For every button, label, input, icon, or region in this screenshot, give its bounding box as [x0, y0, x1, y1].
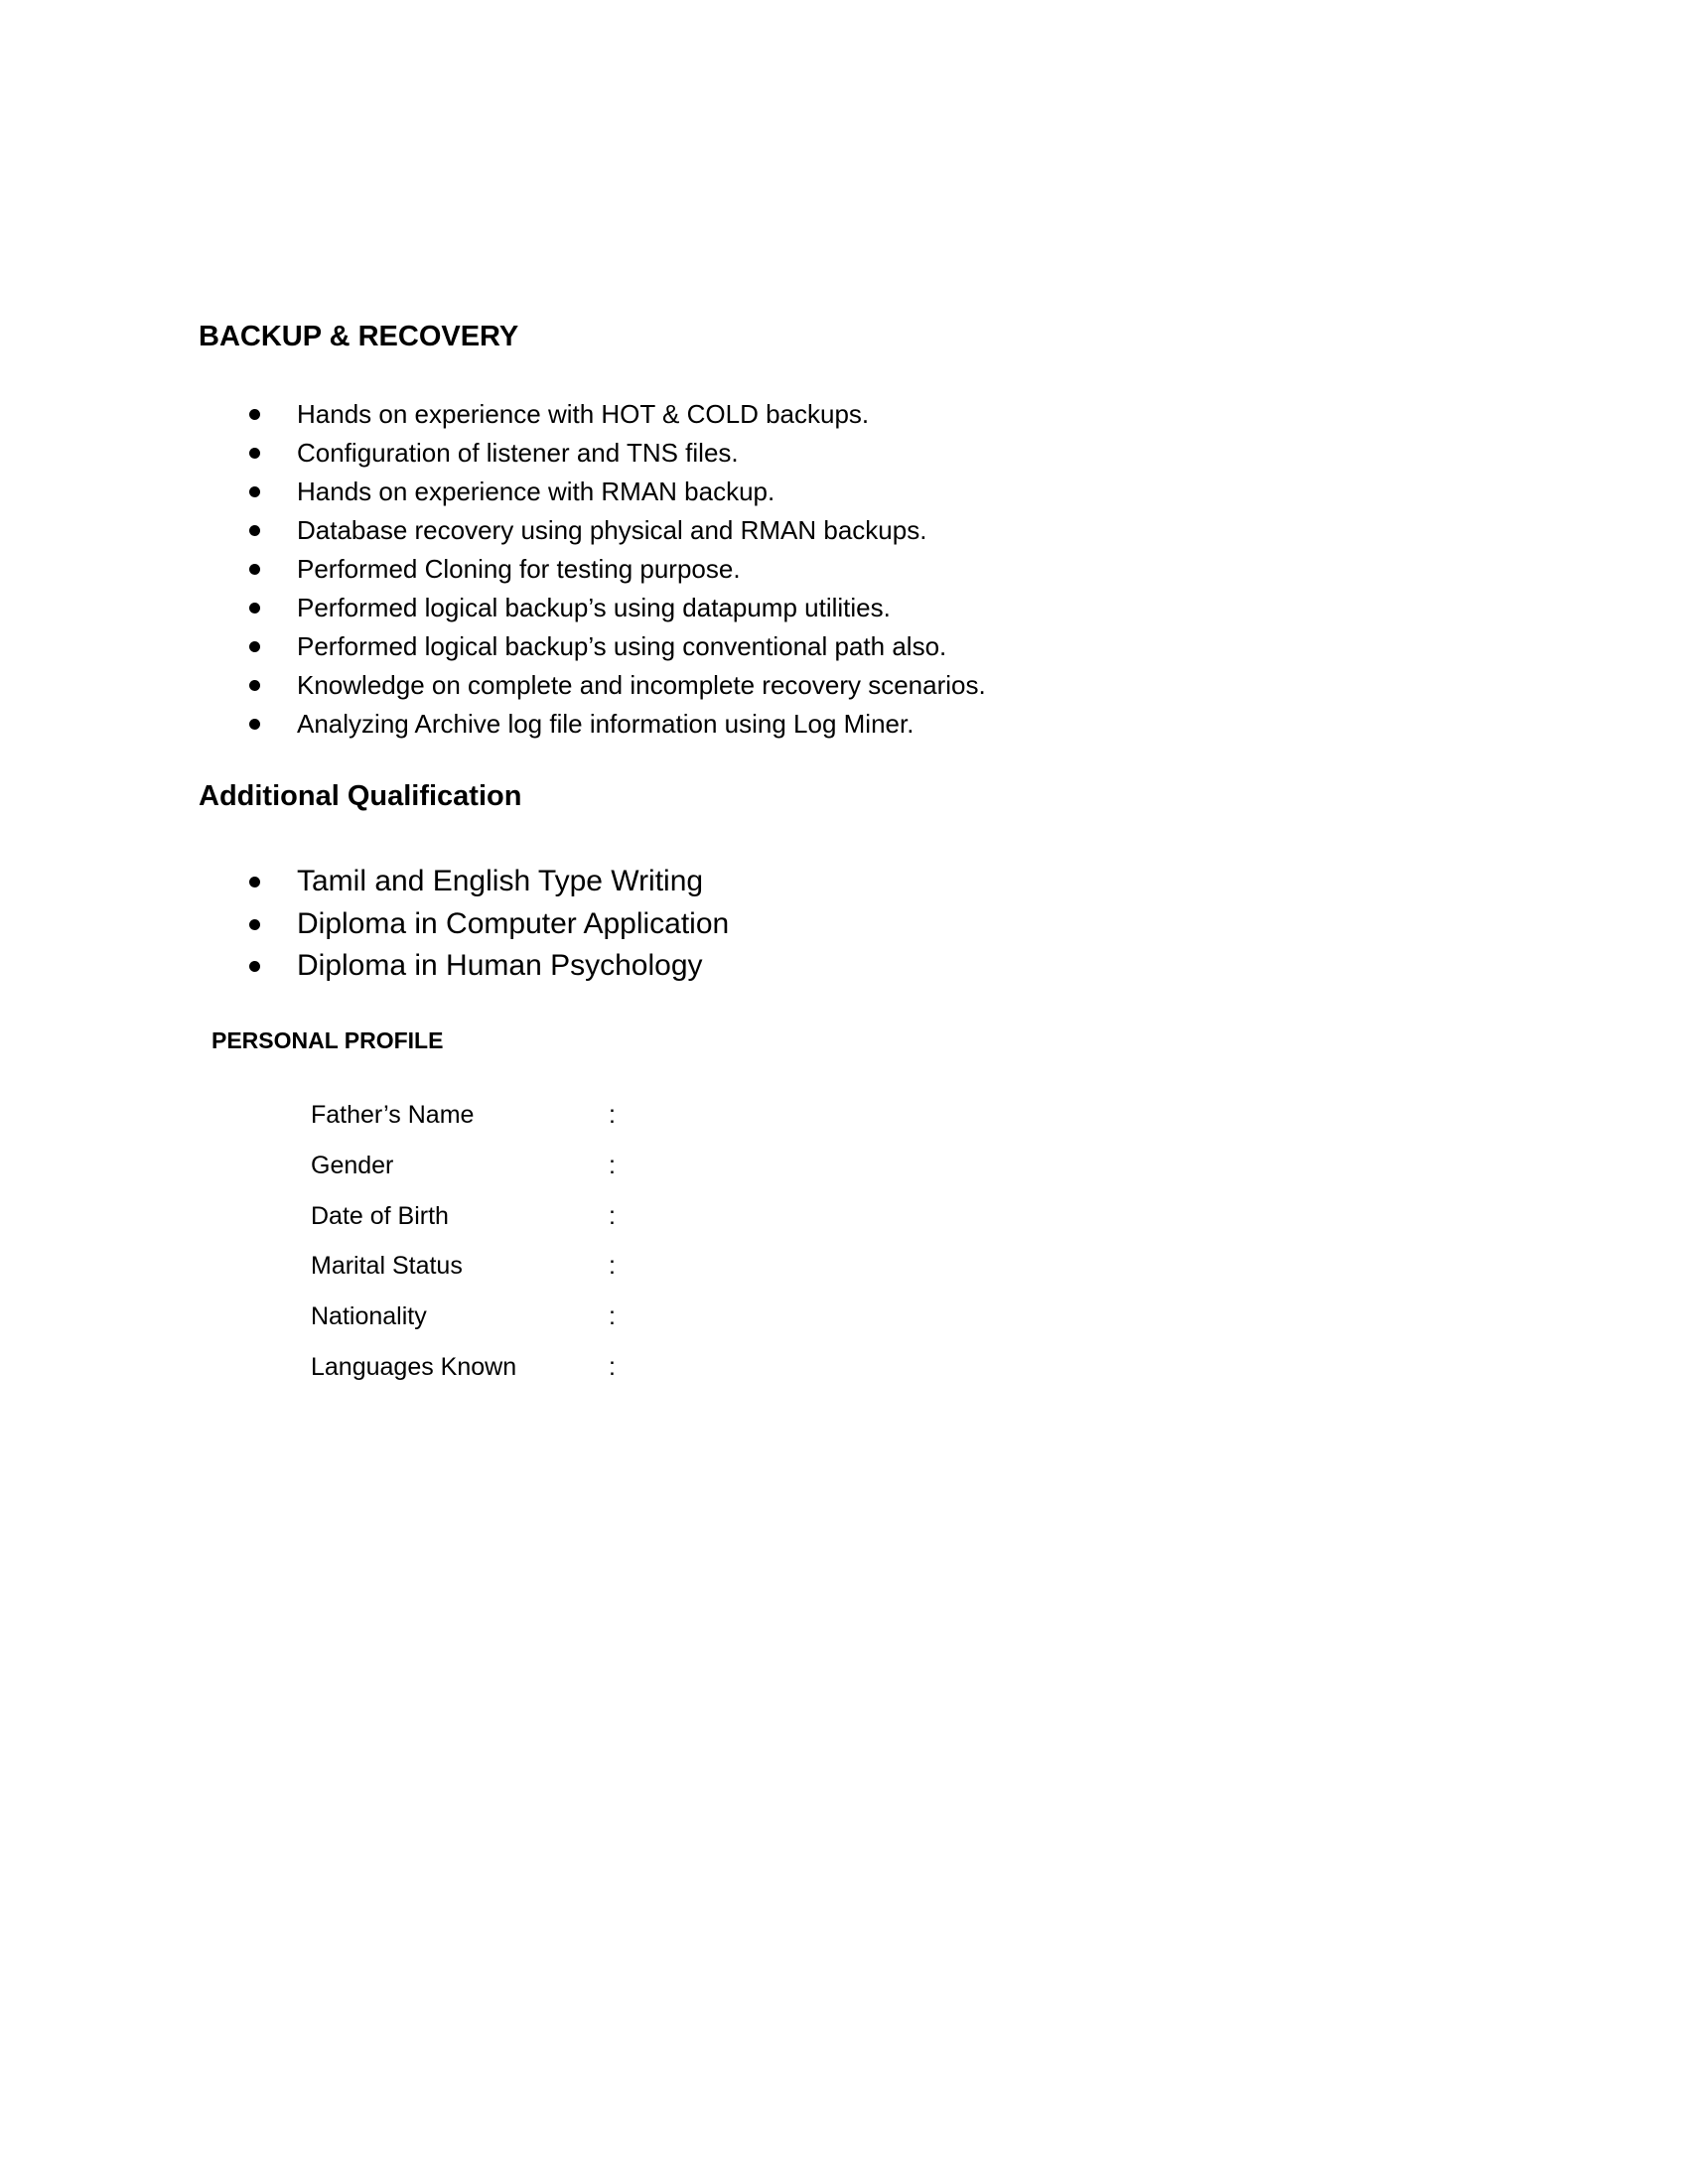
- list-item: Analyzing Archive log file information using Log Miner.: [297, 705, 986, 744]
- bullet-icon: [249, 564, 260, 575]
- bullet-icon: [249, 486, 260, 497]
- list-item: Diploma in Computer Application: [297, 903, 729, 946]
- bullet-icon: [249, 641, 260, 652]
- profile-field-separator: :: [609, 1352, 616, 1381]
- list-item: Tamil and English Type Writing: [297, 861, 729, 903]
- bullet-icon: [249, 525, 260, 536]
- profile-field-separator: :: [609, 1302, 616, 1331]
- backup-recovery-heading: BACKUP & RECOVERY: [199, 321, 519, 352]
- profile-field-label: Father’s Name: [311, 1101, 475, 1129]
- list-item: Performed logical backup’s using conventional path also.: [297, 627, 986, 666]
- additional-qualification-list: [297, 861, 729, 988]
- bullet-icon: [249, 719, 260, 730]
- bullet-icon: [249, 603, 260, 614]
- list-item: Hands on experience with HOT & COLD backups.: [297, 395, 986, 434]
- profile-field-label: Nationality: [311, 1302, 427, 1331]
- profile-field-separator: :: [609, 1151, 616, 1179]
- list-item: Performed Cloning for testing purpose.: [297, 550, 986, 589]
- additional-qualification-heading: Additional Qualification: [199, 780, 522, 812]
- bullet-icon: [249, 877, 260, 887]
- backup-recovery-list: [297, 395, 986, 744]
- list-item: Hands on experience with RMAN backup.: [297, 473, 986, 511]
- profile-field-separator: :: [609, 1252, 616, 1281]
- bullet-icon: [249, 919, 260, 930]
- profile-field-label: Languages Known: [311, 1352, 517, 1381]
- profile-field-separator: :: [609, 1101, 616, 1129]
- profile-field-separator: :: [609, 1201, 616, 1230]
- profile-field-label: Date of Birth: [311, 1201, 449, 1230]
- list-item: Diploma in Human Psychology: [297, 945, 729, 988]
- list-item: Configuration of listener and TNS files.: [297, 434, 986, 473]
- bullet-icon: [249, 680, 260, 691]
- profile-field-label: Marital Status: [311, 1252, 463, 1281]
- list-item: Knowledge on complete and incomplete recovery scenarios.: [297, 666, 986, 705]
- list-item: Database recovery using physical and RMAN backups.: [297, 511, 986, 550]
- list-item: Performed logical backup’s using datapump utilities.: [297, 589, 986, 627]
- bullet-icon: [249, 448, 260, 459]
- bullet-icon: [249, 961, 260, 972]
- profile-field-label: Gender: [311, 1151, 394, 1179]
- personal-profile-heading: PERSONAL PROFILE: [211, 1027, 444, 1053]
- bullet-icon: [249, 409, 260, 420]
